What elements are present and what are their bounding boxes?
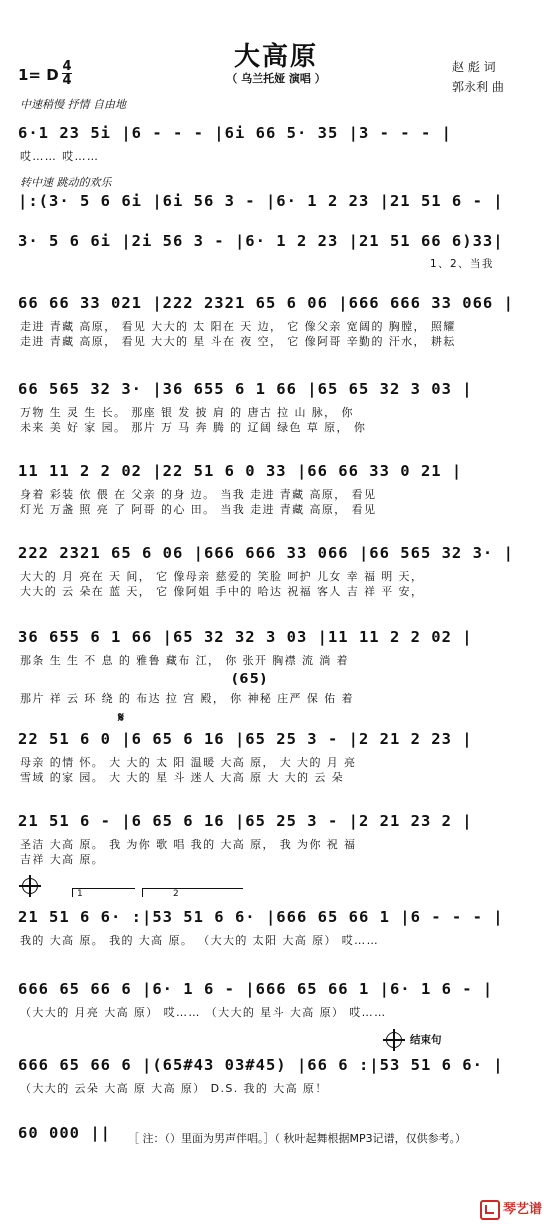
- lyric-row-6a: 身着 彩装 依 偎 在 父亲 的身 边。 当我 走进 青藏 高原， 看见: [20, 488, 377, 501]
- notation-row-4: 66 66 33 021 |222 2321 65 6 06 |666 666 33 066 |: [18, 294, 514, 312]
- composer-credit: 郭永利 曲: [452, 80, 504, 94]
- lyric-row-9a: 母亲 的情 怀。 大 大的 太 阳 温暖 大高 原， 大 大的 月 亮: [20, 756, 357, 769]
- lyric-row-13: （大大的 云朵 大高 原 大高 原） D.S. 我的 大高 原！: [20, 1082, 328, 1095]
- lyric-row-9b: 雪域 的家 园。 大 大的 星 斗 迷人 大高 原 大 大的 云 朵: [20, 771, 345, 784]
- lyric-row-8a: 那条 生 生 不 息 的 雅鲁 藏布 江， 你 张开 胸襟 流 淌 着: [20, 654, 349, 667]
- key-signature: 1= D: [18, 66, 59, 84]
- coda-icon: [22, 878, 38, 894]
- lyric-row-7a: 大大的 月 亮在 天 间， 它 像母亲 慈爱的 笑脸 呵护 儿女 幸 福 明 天，: [20, 570, 424, 583]
- notation-row-12: 666 65 66 6 |6· 1 6 - |666 65 66 1 |6· 1 6 - |: [18, 980, 494, 998]
- alt-notes-bracket: (65): [232, 672, 268, 687]
- notation-row-10: 21 51 6 - |6 65 6 16 |65 25 3 - |2 21 23 2 |: [18, 812, 473, 830]
- segno-icon: 𝄋: [118, 710, 125, 726]
- logo-text: 琴艺谱: [502, 1202, 542, 1217]
- page-title: 大高原: [233, 42, 318, 72]
- time-sig-bottom: 4: [62, 73, 72, 88]
- notation-row-final: 60 000 ||: [18, 1124, 111, 1142]
- subtitle: （ 乌兰托娅 演唱 ）: [226, 72, 326, 85]
- site-logo: [480, 1198, 542, 1220]
- ending-label: 结束句: [410, 1034, 442, 1046]
- tempo-intro: 中速稍慢 抒情 自由地: [20, 98, 126, 111]
- lyric-row-5a: 万物 生 灵 生 长。 那座 银 发 披 肩 的 唐古 拉 山 脉， 你: [20, 406, 354, 419]
- lyric-row-10a: 圣洁 大高 原。 我 为你 歌 唱 我的 大高 原， 我 为你 祝 福: [20, 838, 357, 851]
- lyric-row-8b: 那片 祥 云 环 绕 的 布达 拉 宫 殿， 你 神秘 庄严 保 佑 着: [20, 692, 354, 705]
- notation-row-6: 11 11 2 2 02 |22 51 6 0 33 |66 66 33 0 21 |: [18, 462, 463, 480]
- time-signature: [62, 60, 72, 87]
- lyricist-credit: 赵 彪 词: [452, 60, 496, 74]
- tempo-main: 转中速 跳动的欢乐: [20, 176, 112, 189]
- notation-row-11: 21 51 6 6· :|53 51 6 6· |666 65 66 1 |6 - - - |: [18, 908, 504, 926]
- lyric-row-6b: 灯光 万盏 照 亮 了 阿哥 的心 田。 当我 走进 青藏 高原， 看见: [20, 503, 377, 516]
- volta-1: [72, 888, 135, 897]
- notation-row-13: 666 65 66 6 |(65#43 03#45) |66 6 :|53 51 6 6· |: [18, 1056, 504, 1074]
- coda-icon-end: [386, 1032, 402, 1048]
- lyric-row-4b: 走进 青藏 高原， 看见 大大的 星 斗在 夜 空， 它 像阿哥 辛勤的 汗水， 耕耘: [20, 335, 456, 348]
- notation-row-2: |:(3· 5 6 6i |6i 56 3 - |6· 1 2 23 |21 51 6 - |: [18, 192, 504, 210]
- volta-2-label: 2: [173, 889, 179, 899]
- logo-icon: [480, 1200, 500, 1220]
- lyric-row-4a: 走进 青藏 高原， 看见 大大的 太 阳在 天 边， 它 像父亲 宽阔的 胸膛， 照耀: [20, 320, 456, 333]
- lyric-row-5b: 未来 美 好 家 园。 那片 万 马 奔 腾 的 辽阔 绿色 草 原， 你: [20, 421, 367, 434]
- lyric-row-12: （大大的 月亮 大高 原） 哎…… （大大的 星斗 大高 原） 哎……: [20, 1006, 387, 1019]
- lyric-row-1: 哎…… 哎……: [20, 150, 100, 163]
- notation-row-8: 36 655 6 1 66 |65 32 32 3 03 |11 11 2 2 02 |: [18, 628, 473, 646]
- volta-2: [142, 888, 243, 897]
- notation-row-7: 222 2321 65 6 06 |666 666 33 066 |66 565 32 3· |: [18, 544, 514, 562]
- notation-row-5: 66 565 32 3· |36 655 6 1 66 |65 65 32 3 03 |: [18, 380, 473, 398]
- volta-1-label: 1: [77, 889, 83, 899]
- notation-row-9: 22 51 6 0 |6 65 6 16 |65 25 3 - |2 21 2 23 |: [18, 730, 473, 748]
- notation-row-3: 3· 5 6 6i |2i 56 3 - |6· 1 2 23 |21 51 66 6)33|: [18, 232, 504, 250]
- lyric-row-7b: 大大的 云 朵在 蓝 天， 它 像阿姐 手中的 哈达 祝福 客人 吉 祥 平 安，: [20, 585, 424, 598]
- footer-note: ［ 注：（）里面为男声伴唱。］（ 秋叶起舞根据MP3记谱，仅供参考。）: [128, 1132, 467, 1145]
- lyric-pickup: 1、2、当我: [430, 258, 494, 270]
- lyric-row-10b: 吉祥 大高 原。: [20, 853, 105, 866]
- lyric-row-11: 我的 大高 原。 我的 大高 原。 （大大的 太阳 大高 原） 哎……: [20, 934, 379, 947]
- notation-row-1: 6·1 23 5i |6 - - - |6i 66 5· 35 |3 - - - |: [18, 124, 452, 142]
- time-sig-top: 4: [62, 59, 72, 74]
